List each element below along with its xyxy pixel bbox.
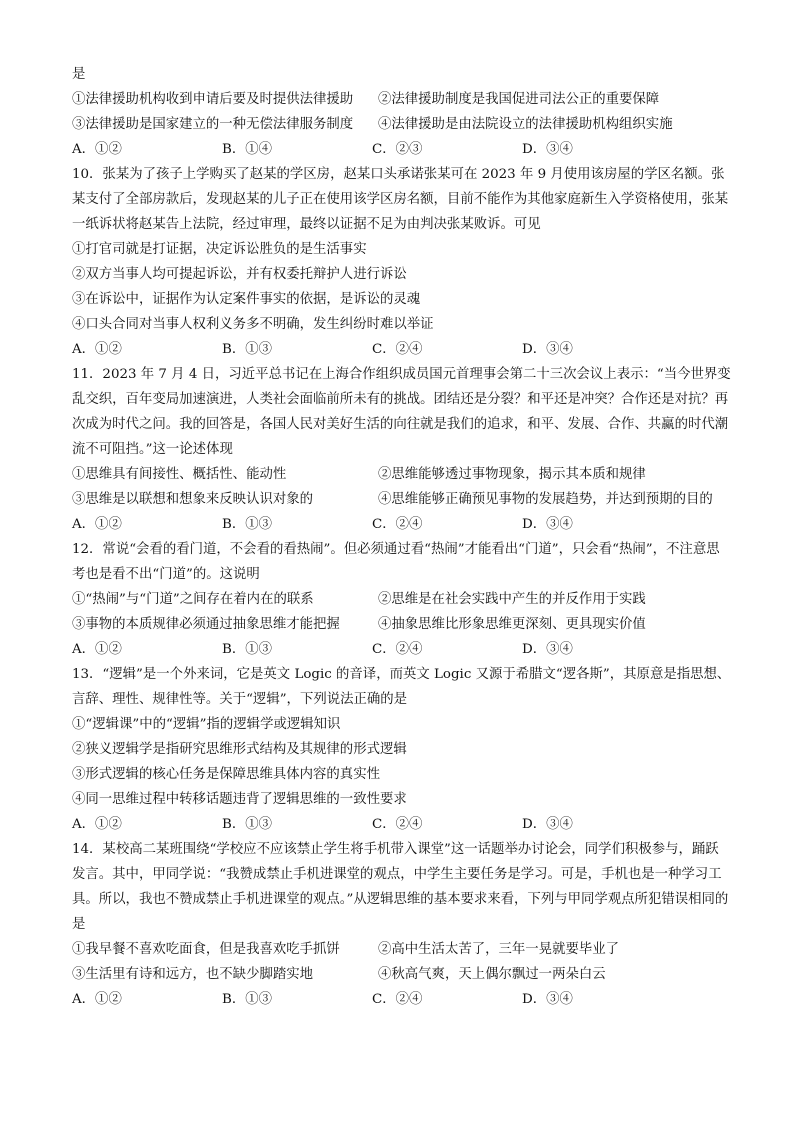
q10-option-1: ①打官司就是打证据，决定诉讼胜负的是生活事实: [72, 242, 367, 257]
q12-answers: [72, 637, 732, 662]
q14-option-4: ④秋高气爽，天上偶尔飘过一两朵白云: [378, 967, 606, 982]
q12-answer-b: B．①③: [222, 642, 273, 657]
q11-answers: [72, 512, 732, 537]
exam-page: [72, 62, 732, 1012]
q11-answer-c: C．②④: [372, 517, 423, 532]
q14-answers: [72, 987, 732, 1012]
q14-options-row-2: [72, 962, 732, 987]
q14-option-3: ③生活里有诗和远方，也不缺少脚踏实地: [72, 967, 314, 982]
q12-answer-d: D．③④: [522, 642, 573, 657]
q12-answer-a: A．①②: [72, 642, 122, 657]
q11-option-4: ④思维能够正确预见事物的发展趋势，并达到预期的目的: [378, 492, 713, 507]
q12-stem: 12．常说“会看的看门道，不会看的看热闹”。但必须通过看“热闹”才能看出“门道”，只会看“热闹”，不注意思考也是看不出“门道”的。这说明: [72, 542, 720, 582]
q12-option-4: ④抽象思维比形象思维更深刻、更具现实价值: [378, 617, 646, 632]
q13-answer-a: A．①②: [72, 817, 122, 832]
q9-option-1: ①法律援助机构收到申请后要及时提供法律援助: [72, 92, 354, 107]
q10-answer-d: D．③④: [522, 342, 573, 357]
q11-option-1: ①思维具有间接性、概括性、能动性: [72, 467, 287, 482]
q13-answer-b: B．①③: [222, 817, 273, 832]
q11-answer-b: B．①③: [222, 517, 273, 532]
q9-option-2: ②法律援助制度是我国促进司法公正的重要保障: [378, 92, 660, 107]
q10-option-4: ④口头合同对当事人权利义务多不明确，发生纠纷时难以举证: [72, 317, 434, 332]
q9-answers: [72, 137, 732, 162]
q10-option-2: ②双方当事人均可提起诉讼，并有权委托辩护人进行诉讼: [72, 267, 407, 282]
q9-option-3: ③法律援助是国家建立的一种无偿法律服务制度: [72, 117, 354, 132]
q9-answer-b: B．①④: [222, 142, 273, 157]
q14-answer-a: A．①②: [72, 992, 122, 1007]
q9-options-row-1: [72, 87, 732, 112]
q13-answers: [72, 812, 732, 837]
q11-option-2: ②思维能够透过事物现象，揭示其本质和规律: [378, 467, 646, 482]
q12-options-row-1: [72, 587, 732, 612]
q10-answer-a: A．①②: [72, 342, 122, 357]
q13-answer-c: C．②④: [372, 817, 423, 832]
q10-answer-c: C．②④: [372, 342, 423, 357]
q13-stem: 13．“逻辑”是一个外来词，它是英文 Logic 的音译，而英文 Logic 又源于希腊文“逻各斯”，其原意是指思想、言辞、理性、规律性等。关于“逻辑”，下列说法正确的是: [72, 667, 731, 707]
q10-answers: [72, 337, 732, 362]
q14-answer-c: C．②④: [372, 992, 423, 1007]
q9-option-4: ④法律援助是由法院设立的法律援助机构组织实施: [378, 117, 673, 132]
q14-option-2: ②高中生活太苦了，三年一晃就要毕业了: [378, 942, 620, 957]
q11-option-3: ③思维是以联想和想象来反映认识对象的: [72, 492, 314, 507]
q14-answer-d: D．③④: [522, 992, 573, 1007]
q9-stem-tail: 是: [72, 67, 86, 82]
q9-answer-c: C．②③: [372, 142, 423, 157]
q11-options-row-1: [72, 462, 732, 487]
q10-option-3: ③在诉讼中，证据作为认定案件事实的依据，是诉讼的灵魂: [72, 292, 421, 307]
q13-answer-d: D．③④: [522, 817, 573, 832]
q14-stem: 14．某校高二某班围绕“学校应不应该禁止学生将手机带入课堂”这一话题举办讨论会，同学们积极参与，踊跃发言。其中，甲同学说：“我赞成禁止手机进课堂的观点，中学生主要任务是学习。可是，手机也是一种学习工具。所以，我也不赞成禁止手机进课堂的观点。”从逻辑思维的基本要求来看，下列与甲同学观点所犯错误相同的是: [72, 842, 729, 932]
q11-stem: 11．2023 年 7 月 4 日，习近平总书记在上海合作组织成员国元首理事会第二十三次会议上表示：“当今世界变乱交织，百年变局加速演进，人类社会面临前所未有的挑战。团结还是分裂？和平还是冲突？合作还是对抗？再次成为时代之问。我的回答是，各国人民对美好生活的向往就是我们的追求，和平、发展、合作、共赢的时代潮流不可阻挡。”这一论述体现: [72, 367, 731, 457]
q13-option-4: ④同一思维过程中转移话题违背了逻辑思维的一致性要求: [72, 792, 407, 807]
q12-option-1: ①“热闹”与“门道”之间存在着内在的联系: [72, 592, 314, 607]
q13-option-1: ①“逻辑课”中的“逻辑”指的逻辑学或逻辑知识: [72, 717, 341, 732]
q12-options-row-2: [72, 612, 732, 637]
q9-answer-d: D．③④: [522, 142, 573, 157]
q14-options-row-1: [72, 937, 732, 962]
q11-options-row-2: [72, 487, 732, 512]
q13-option-3: ③形式逻辑的核心任务是保障思维具体内容的真实性: [72, 767, 380, 782]
q11-answer-a: A．①②: [72, 517, 122, 532]
q12-answer-c: C．②④: [372, 642, 423, 657]
q14-answer-b: B．①③: [222, 992, 273, 1007]
q12-option-3: ③事物的本质规律必须通过抽象思维才能把握: [72, 617, 340, 632]
q13-option-2: ②狭义逻辑学是指研究思维形式结构及其规律的形式逻辑: [72, 742, 407, 757]
q11-answer-d: D．③④: [522, 517, 573, 532]
q9-answer-a: A．①②: [72, 142, 122, 157]
q10-answer-b: B．①③: [222, 342, 273, 357]
q12-option-2: ②思维是在社会实践中产生的并反作用于实践: [378, 592, 646, 607]
q14-option-1: ①我早餐不喜欢吃面食，但是我喜欢吃手抓饼: [72, 942, 340, 957]
q9-options-row-2: [72, 112, 732, 137]
q10-stem: 10．张某为了孩子上学购买了赵某的学区房，赵某口头承诺张某可在 2023 年 9 月使用该房屋的学区名额。张某支付了全部房款后，发现赵某的儿子正在使用该学区房名额，目前不能作为其他家庭新生入学资格使用，张某一纸诉状将赵某告上法院，经过审理，最终以证据不足为由判决张某败诉。可见: [72, 167, 729, 232]
